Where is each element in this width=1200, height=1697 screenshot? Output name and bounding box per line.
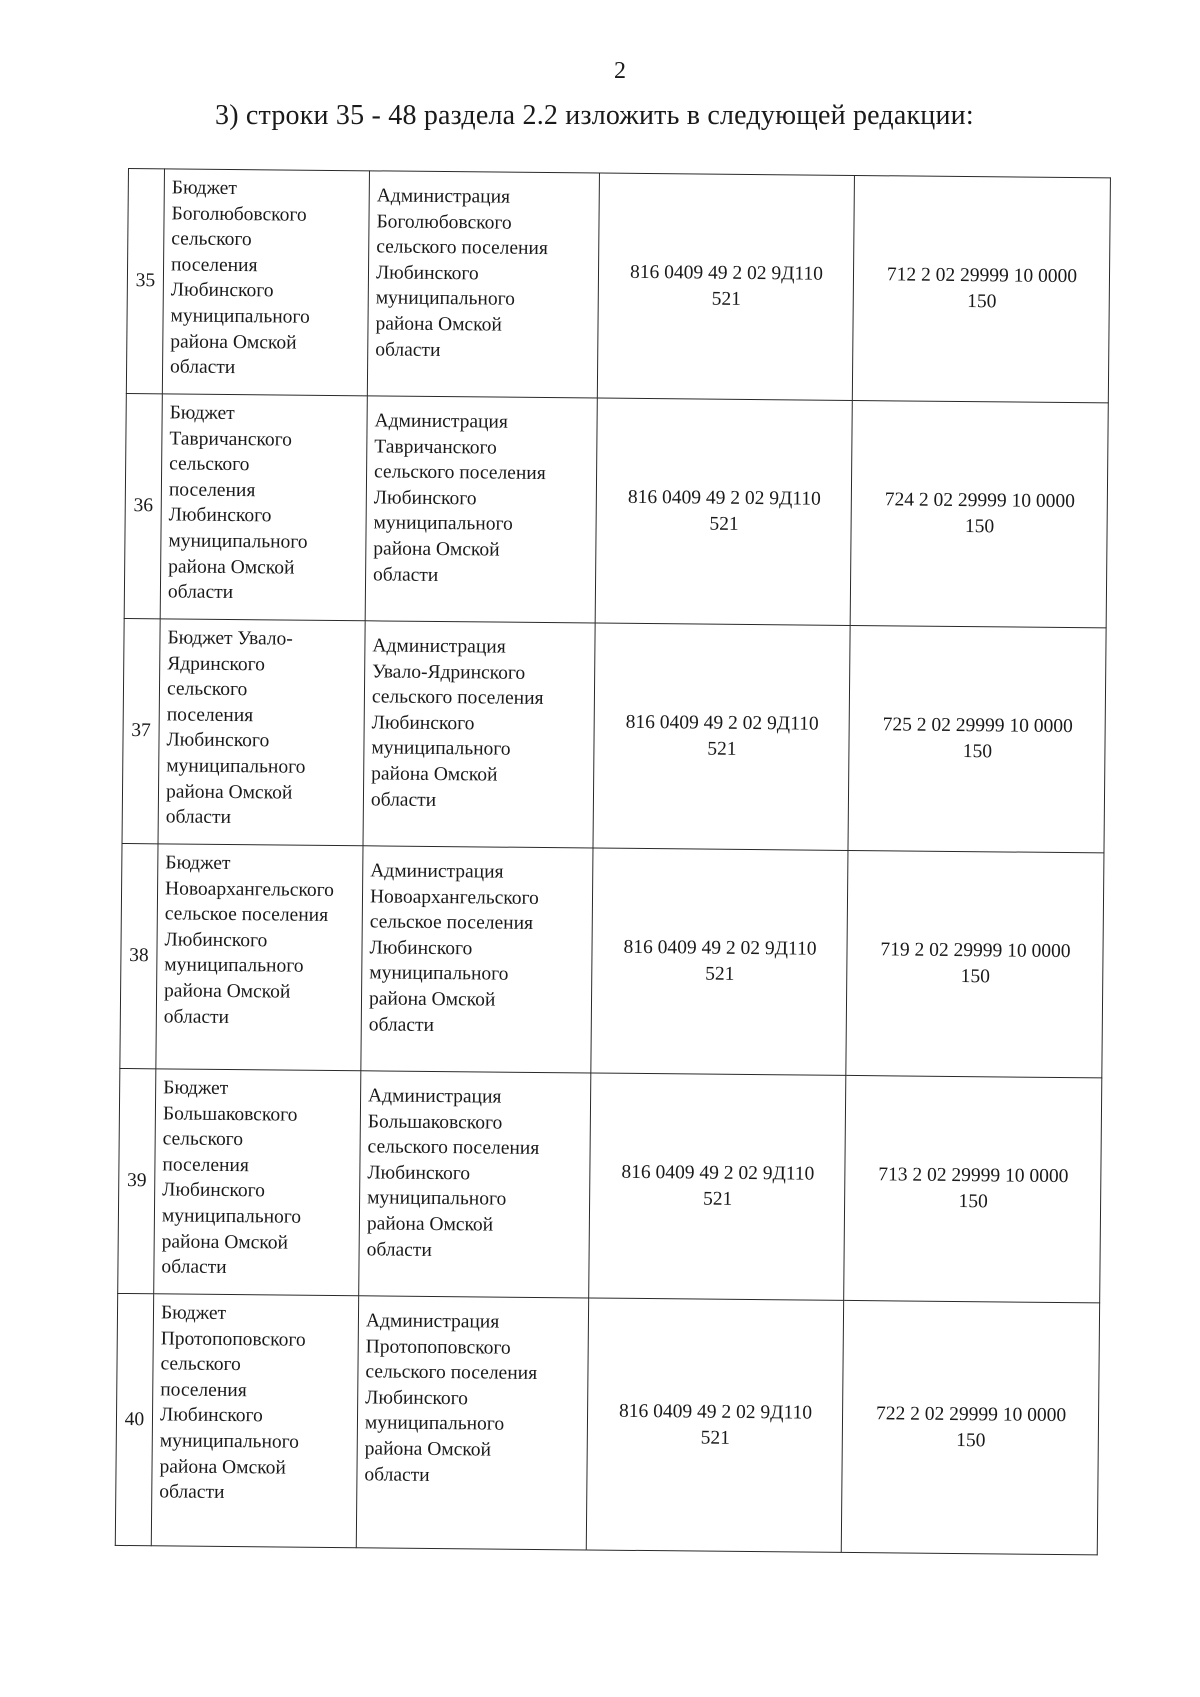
administrator-cell — [359, 1071, 591, 1298]
revenue-code-cell — [852, 175, 1110, 402]
revenue-code: 725 2 02 29999 10 0000 150 — [882, 714, 1073, 763]
expense-code: 816 0409 49 2 02 9Д110 521 — [621, 1162, 815, 1210]
expense-code: 816 0409 49 2 02 9Д110 521 — [625, 712, 819, 760]
budget-name: Бюджет Протопоповского сельского поселения Любинского муниципального района Омской области — [159, 1302, 306, 1504]
budget-name: Бюджет Тавричанского сельского поселения Любинского муниципального района Омской области — [167, 402, 308, 604]
administrator-name: Администрация Увало-Ядринского сельского поселения Любинского муниципального района Омской области — [370, 635, 544, 811]
administrator-cell — [363, 621, 595, 848]
expense-code-cell — [597, 173, 854, 400]
budget-name: Бюджет Боголюбовского сельского поселения Любинского муниципального района Омской области — [169, 177, 310, 379]
administrator-cell — [361, 846, 593, 1073]
administrator-cell — [356, 1296, 588, 1550]
budget-name-cell — [160, 394, 367, 621]
table-row — [115, 1293, 1099, 1554]
expense-code-cell — [589, 1073, 846, 1300]
expense-code: 816 0409 49 2 02 9Д110 521 — [623, 937, 817, 985]
row-number: 40 — [115, 1293, 153, 1545]
table-row — [120, 843, 1104, 1077]
row-number: 38 — [120, 843, 158, 1068]
administrator-name: Администрация Боголюбовского сельского поселения Любинского муниципального района Омской области — [375, 185, 549, 361]
budget-name: Бюджет Новоархангельского сельское поселения Любинского муниципального района Омской области — [163, 852, 335, 1028]
revenue-code-cell — [848, 625, 1106, 852]
revenue-code: 712 2 02 29999 10 0000 150 — [886, 264, 1078, 313]
revenue-code-cell — [844, 1075, 1102, 1302]
revenue-code-cell — [850, 400, 1108, 627]
administrator-name: Администрация Протопоповского сельского поселения Любинского муниципального района Омской области — [364, 1310, 538, 1486]
administrator-name: Администрация Большаковского сельского поселения Любинского муниципального района Омской области — [366, 1085, 540, 1261]
expense-code-cell — [593, 623, 850, 850]
revenue-code-cell — [841, 1300, 1099, 1554]
administrator-name: Администрация Новоархангельского сельское поселения Любинского муниципального района Омской области — [368, 860, 539, 1036]
expense-code: 816 0409 49 2 02 9Д110 521 — [627, 487, 821, 535]
expense-code-cell — [591, 848, 848, 1075]
budget-name: Бюджет Большаковского сельского поселения Любинского муниципального района Омской области — [161, 1077, 302, 1279]
administrator-cell — [367, 171, 599, 398]
budget-name-cell — [154, 1069, 361, 1296]
row-number: 35 — [126, 169, 164, 394]
revenue-code: 719 2 02 29999 10 0000 150 — [880, 939, 1071, 988]
page-number: 2 — [614, 58, 626, 84]
budget-name-cell — [162, 169, 369, 396]
expense-code-cell — [586, 1298, 843, 1552]
revenue-code-cell — [846, 850, 1104, 1077]
revenue-code: 724 2 02 29999 10 0000 150 — [884, 489, 1076, 538]
budget-name-cell — [158, 619, 365, 846]
table-row — [126, 169, 1110, 403]
row-number: 37 — [122, 618, 160, 843]
table-row — [122, 618, 1106, 852]
expense-code: 816 0409 49 2 02 9Д110 521 — [629, 262, 824, 310]
row-number: 36 — [124, 393, 162, 618]
row-number: 39 — [118, 1068, 156, 1293]
budget-name: Бюджет Увало- Ядринского сельского поселения Любинского муниципального района Омской области — [165, 627, 306, 829]
revenue-code: 722 2 02 29999 10 0000 150 — [875, 1403, 1067, 1451]
administrator-name: Администрация Тавричанского сельского поселения Любинского муниципального района Омской области — [373, 410, 546, 586]
revenue-code: 713 2 02 29999 10 0000 150 — [878, 1164, 1069, 1213]
budget-table — [115, 168, 1111, 1555]
section-heading: 3) строки 35 - 48 раздела 2.2 изложить в следующей редакции: — [215, 100, 974, 131]
table-row — [124, 393, 1108, 627]
budget-name-cell — [151, 1294, 358, 1548]
table-row — [118, 1068, 1102, 1302]
administrator-cell — [365, 396, 597, 623]
expense-code: 816 0409 49 2 02 9Д110 521 — [619, 1400, 813, 1449]
budget-name-cell — [156, 844, 363, 1071]
expense-code-cell — [595, 398, 852, 625]
